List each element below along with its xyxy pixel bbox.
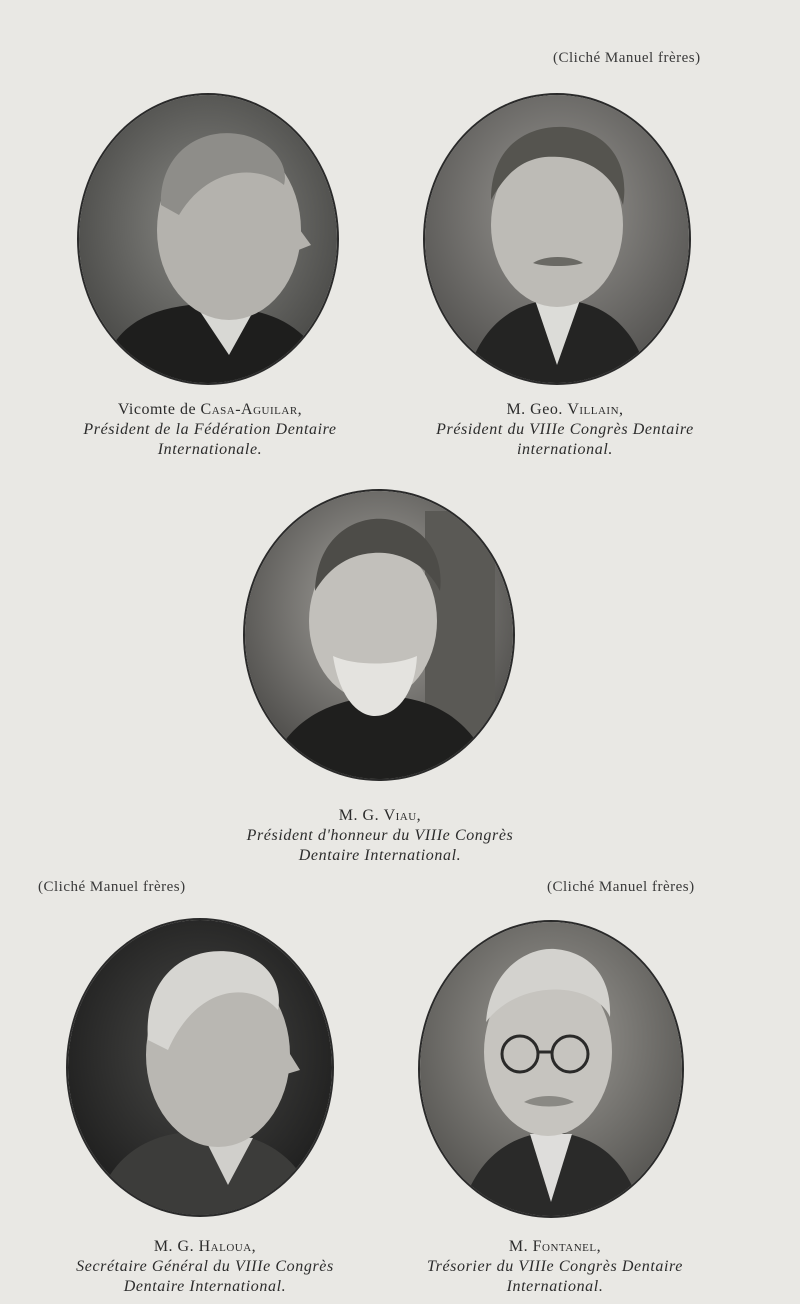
person-role-line1: Trésorier du VIIIe Congrès Dentaire [427, 1258, 683, 1275]
person-name: M. Geo. Villain, [506, 401, 624, 418]
person-name: M. Fontanel, [508, 1238, 602, 1255]
person-role-line2: Dentaire International. [123, 1278, 287, 1295]
caption-casa-aguilar [30, 400, 390, 460]
person-name: M. G. Haloua, [153, 1238, 257, 1255]
person-name: Vicomte de Casa-Aguilar, [117, 401, 303, 418]
person-role-line2: international. [517, 441, 613, 458]
portrait-photo [245, 491, 513, 779]
caption-haloua [20, 1237, 390, 1297]
person-role-line1: Président du VIIIe Congrès Dentaire [436, 421, 694, 438]
caption-villain [380, 400, 750, 460]
portrait-fontanel [420, 922, 682, 1216]
portrait-photo [425, 95, 689, 383]
person-role-line2: Internationale. [157, 441, 263, 458]
portrait-casa-aguilar [79, 95, 337, 383]
caption-fontanel [370, 1237, 740, 1297]
caption-viau [195, 806, 565, 866]
portrait-photo [68, 920, 332, 1215]
photo-credit-bottom-right: (Cliché Manuel frères) [547, 879, 695, 895]
photo-credit-bottom-left: (Cliché Manuel frères) [38, 879, 186, 895]
portrait-photo [79, 95, 337, 383]
portrait-photo [420, 922, 682, 1216]
person-role-line2: Dentaire International. [298, 847, 462, 864]
person-role-line1: Secrétaire Général du VIIIe Congrès [76, 1258, 334, 1275]
person-name: M. G. Viau, [338, 807, 422, 824]
portrait-viau [245, 491, 513, 779]
portrait-haloua [68, 920, 332, 1215]
person-role-line1: Président de la Fédération Dentaire [83, 421, 337, 438]
photo-credit-top: (Cliché Manuel frères) [553, 50, 701, 66]
person-role-line2: International. [506, 1278, 604, 1295]
portrait-villain [425, 95, 689, 383]
person-role-line1: Président d'honneur du VIIIe Congrès [246, 827, 514, 844]
